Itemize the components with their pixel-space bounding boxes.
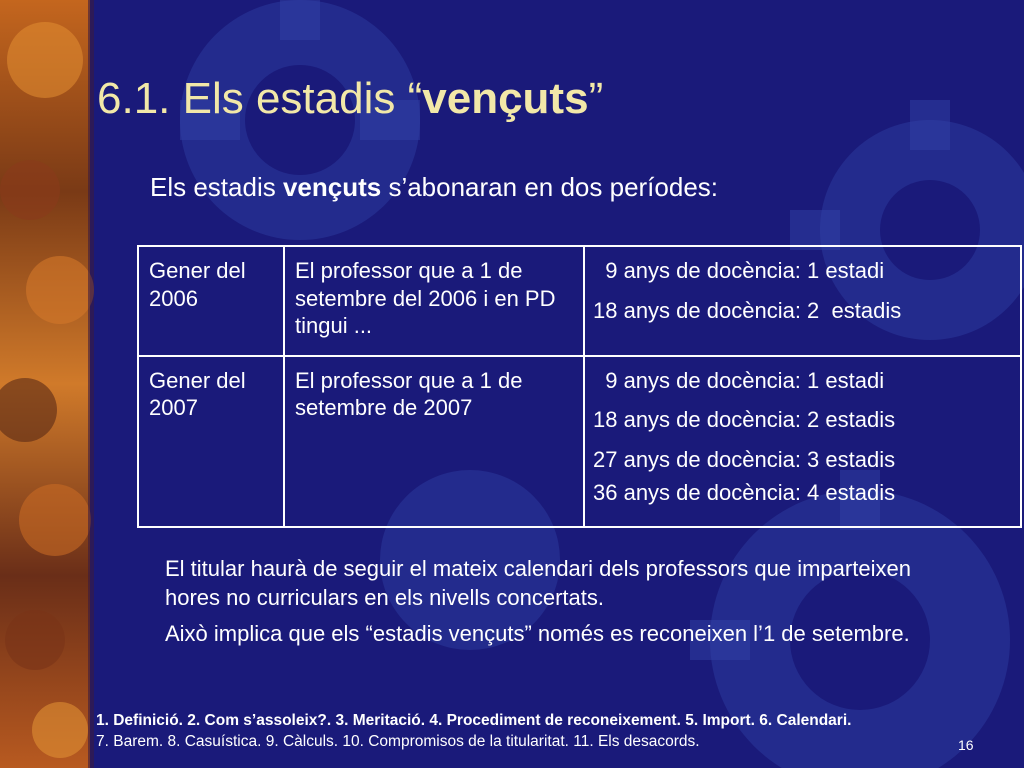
years-line: 18 anys de docència: 2 estadis (593, 297, 902, 323)
condition-cell: El professor que a 1 de setembre del 2006 i en PD tingui ... (284, 246, 584, 356)
period-cell: Gener del 2007 (138, 356, 284, 527)
table-row (138, 356, 1021, 527)
page-number: 16 (958, 737, 974, 753)
notes (165, 555, 965, 657)
footer-line-2: 7. Barem. 8. Casuística. 9. Càlculs. 10. Compromisos de la titularitat. 11. Els desacords. (96, 733, 700, 750)
footer-navigation (96, 712, 851, 751)
slide-subtitle (150, 172, 718, 203)
footer-line-1: 1. Definició. 2. Com s’assoleix?. 3. Meritació. 4. Procediment de reconeixement. 5. Import. 6. Calendari. (96, 712, 852, 729)
title-suffix: ” (588, 74, 604, 123)
title-prefix: 6.1. Els estadis “ (97, 74, 423, 123)
subtitle-suffix: s’abonaran en dos períodes: (381, 172, 719, 202)
slide-title (97, 74, 603, 124)
years-line: 9 anys de docència: 1 estadi (593, 258, 885, 283)
years-line: 36 anys de docència: 4 estadis (593, 480, 896, 506)
stages-table (137, 245, 1022, 528)
subtitle-bold: vençuts (282, 172, 382, 202)
subtitle-prefix: Els estadis (150, 172, 283, 202)
table-row (138, 246, 1021, 356)
years-line: 18 anys de docència: 2 estadis (593, 407, 896, 433)
note-paragraph: El titular haurà de seguir el mateix calendari dels professors que imparteixen hores no curriculars en els nivells concertats. (165, 556, 911, 610)
years-line: 9 anys de docència: 1 estadi (593, 367, 885, 393)
years-line: 27 anys de docència: 3 estadis (593, 446, 896, 472)
years-cell (584, 356, 1021, 527)
period-cell: Gener del 2006 (138, 246, 284, 356)
title-bold: vençuts (422, 74, 589, 123)
condition-cell: El professor que a 1 de setembre de 2007 (284, 356, 584, 527)
years-cell (584, 246, 1021, 356)
note-paragraph: Això implica que els “estadis vençuts” només es reconeixen l’1 de setembre. (165, 621, 910, 647)
